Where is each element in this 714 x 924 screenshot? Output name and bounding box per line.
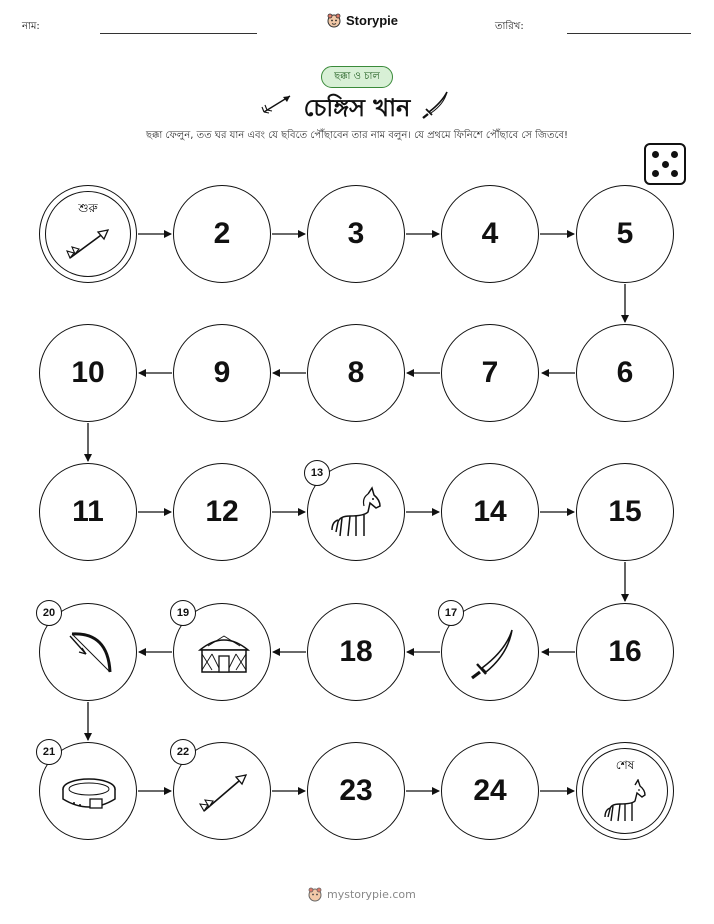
cell-end[interactable] [576,742,674,840]
cell-19[interactable] [173,603,271,701]
storypie-mascot-icon [307,886,323,902]
cell-22[interactable] [173,742,271,840]
cell-number: 18 [339,635,373,668]
cell-number: 3 [347,217,365,250]
cell-8[interactable] [307,324,405,422]
cell-15[interactable] [576,463,674,561]
cell-number: 16 [608,635,642,668]
cell-number: 7 [481,356,499,389]
cell-11[interactable] [39,463,137,561]
arrow-icon [64,224,114,264]
page-title: চেঙ্গিস খান [303,94,411,122]
cell-number: 24 [473,774,507,807]
start-label: শুরু [78,201,98,215]
cell-number: 15 [608,495,642,528]
cell-number-tag: 19 [170,600,196,626]
end-label: শেষ [615,758,635,772]
cell-number: 5 [616,217,634,250]
cell-number: 4 [481,217,499,250]
name-label: নাম: [22,21,40,32]
cell-9[interactable] [173,324,271,422]
cell-4[interactable] [441,185,539,283]
cell-6[interactable] [576,324,674,422]
brand-name: Storypie [346,12,399,28]
yurt-icon [196,630,252,678]
cell-7[interactable] [441,324,539,422]
cell-number-tag: 17 [438,600,464,626]
cell-24[interactable] [441,742,539,840]
cell-10[interactable] [39,324,137,422]
cell-number: 14 [473,495,507,528]
cell-14[interactable] [441,463,539,561]
cell-12[interactable] [173,463,271,561]
cell-number: 10 [71,356,105,389]
cell-number: 2 [213,217,231,250]
cell-16[interactable] [576,603,674,701]
cell-number-tag: 22 [170,739,196,765]
game-type-badge: ছক্কা ও চাল [321,66,393,88]
cell-number: 12 [205,495,239,528]
cell-21[interactable] [39,742,137,840]
cell-20[interactable] [39,603,137,701]
instructions: ছক্কা ফেলুন, তত ঘর যান এবং যে ছবিতে পৌঁছাবেন তার নাম বলুন। যে প্রথমে ফিনিশে পৌঁছাবে সে জিতবে! [145,130,569,141]
cell-5[interactable] [576,185,674,283]
footer-url[interactable]: mystorypie.com [327,887,416,901]
sword-icon [466,626,518,682]
date-label: তারিখ: [495,21,524,32]
arrow-icon [196,769,252,819]
belt-icon [60,773,118,815]
bow-icon [64,626,118,682]
cell-number: 23 [339,774,373,807]
cell-18[interactable] [307,603,405,701]
cell-number: 11 [72,495,104,528]
cell-number: 9 [213,356,231,389]
cell-number-tag: 13 [304,460,330,486]
cell-13[interactable] [307,463,405,561]
cell-23[interactable] [307,742,405,840]
cell-number: 8 [347,356,365,389]
footer [307,886,416,902]
cell-3[interactable] [307,185,405,283]
horse-icon [328,486,386,542]
cell-17[interactable] [441,603,539,701]
cell-start[interactable] [39,185,137,283]
horse-icon [601,779,651,827]
cell-number: 6 [616,356,634,389]
cell-2[interactable] [173,185,271,283]
cell-number-tag: 21 [36,739,62,765]
cell-number-tag: 20 [36,600,62,626]
